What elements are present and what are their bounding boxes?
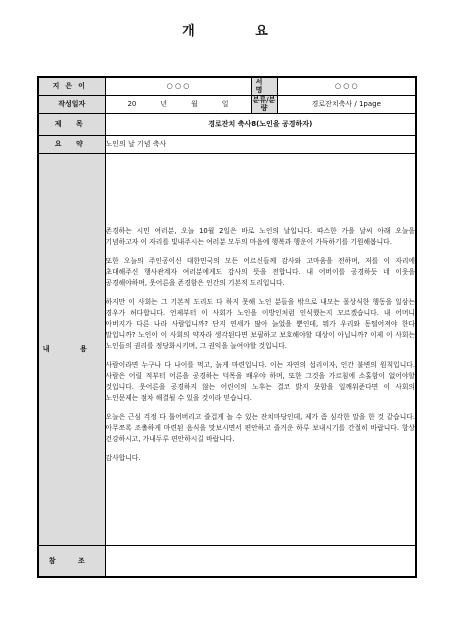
subject-value: 경로잔치 축사8(노인을 공경하자) [105, 113, 416, 135]
date-value [105, 95, 251, 113]
content-paragraph: 사람이라면 누구나 다 나이를 먹고, 늙게 마련입니다. 이는 자연의 섭리이자, 인간 불변의 원칙입니다. 사람은 어릴 적부터 어른을 공경하는 덕목을 배우야 하며, 또한 그것을 가르침에 소홀함이 없어야할 것입니다. 웃어른을 공경하지 않는 어린이의 노후는 결코 밝지 못함을 일깨워준다면 이 사회의 노인문제는 점차 해결될 수 있을 것이라 믿습니다. [105, 361, 415, 403]
reference-label: 참 조 [38, 545, 105, 577]
summary-label: 요 약 [38, 135, 105, 153]
content-paragraph: 오늘은 근심 걱정 다 툴어버리고 즐겁게 놀 수 있는 잔치마당인데, 제가 좀 심각한 말을 한 것 같습니다. 아무쪼록 조촐하게 마련된 음식을 맛보시면서 편안하고 즐거운 하루 보내시기를 간절히 바랍니다. 항상 건강하시고, 가내두루 편안하시길 바랍니다. [105, 413, 415, 444]
content-paragraph: 존경하는 시민 여러분, 오늘 10월 2일은 바로 노인의 날입니다. 따스한 가을 날씨 아래 오늘을 기념하고자 이 자리를 빛내주시는 여러분 모두의 마음에 행복과 행운이 가득하기를 기원해봅니다. [105, 227, 415, 247]
date-year-unit: 년 [160, 99, 168, 108]
author-value: ○ ○ ○ [105, 77, 251, 95]
page-title: 개 요 [182, 24, 296, 39]
date-row [38, 95, 416, 113]
reference-row [38, 545, 416, 577]
author-label: 지은이 [38, 77, 105, 95]
date-label: 작성일자 [38, 95, 105, 113]
summary-value: 노인의 날 기념 축사 [105, 135, 416, 153]
content-row [38, 153, 416, 545]
date-month-unit: 월 [191, 99, 198, 108]
signature-label: 서 명 [251, 77, 277, 95]
summary-form [37, 76, 417, 578]
reference-value [105, 545, 416, 577]
content-label: 내 용 [38, 153, 105, 545]
content-paragraph: 감사합니다. [105, 454, 141, 463]
subject-label: 제 목 [38, 113, 105, 135]
content-paragraph: 하지만 이 사회는 그 기본적 도리도 다 하지 못해 노인 분들을 밖으로 내모는 몰상식한 행동을 일삼는 경우가 허다합니다. 언제부터 이 사회가 노인을 이방인처럼 인식했는지 모르겠습니다. 내 어머니 아버지가 다른 나라 사람입니까? 단지 연세가 많아 늙었을 뿐인데, 뭐가 우리와 동떨어져야 한다 말입니까? 노인이 이 사회의 약자라 생각된다면 보필하고 보호해야할 대상이 아닙니까? 이제 이 사회는 노인들의 권리를 정당화시키며, 그 권익을 늘여야할 것입니다. [105, 298, 415, 351]
summary-row [38, 135, 416, 153]
date-year: 20 [127, 99, 137, 108]
category-label: 분류/분량 [252, 95, 276, 113]
author-row [38, 77, 416, 95]
content-body [105, 153, 416, 545]
subject-row [38, 113, 416, 135]
content-paragraph: 또한 오늘의 주인공이신 대한민국의 모든 어르신들께 감사와 고마움을 전하며, 저를 이 자리에 초대해주신 행사관계자 여러분에게도 감사의 뜻을 전합니다. 내 어버이를 공경하듯 네 이웃을 공경해야하며, 웃어른을 존경함은 인간의 기본적 도리입니다. [105, 257, 415, 288]
category-value: 경로잔치축사 / 1page [277, 95, 416, 113]
date-day-unit: 일 [221, 99, 229, 108]
signature-value: ○ ○ ○ [277, 77, 416, 95]
